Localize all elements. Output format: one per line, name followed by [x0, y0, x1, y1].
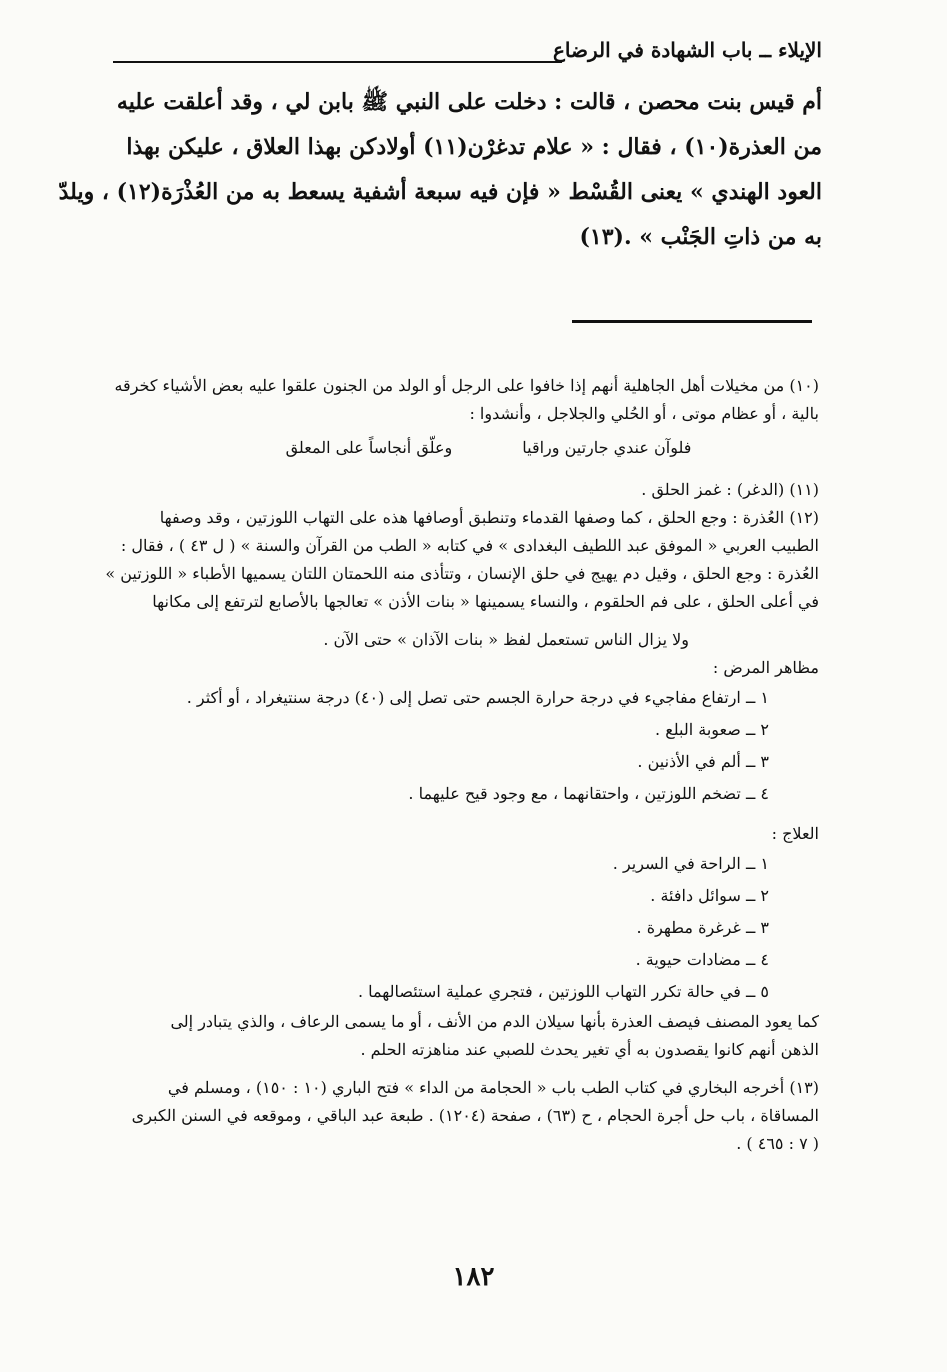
treatment-heading: العلاج :	[771, 824, 819, 843]
footnote-12-line: العُذرة : وجع الحلق ، وقيل دم يهيج في حلق الإنسان ، وتتأذى منه اللحمتان اللتان يسميها الأطباء « اللوزتين »	[105, 564, 819, 583]
footnote-12-line: في أعلى الحلق ، على فم الحلقوم ، والنساء يسمينها « بنات الأذن » تعالجها بالأصابع لترتفع إلى مكانها	[152, 592, 819, 611]
closing-line: الذهن أنهم كانوا يقصدون به أي تغير يحدث للصبي عند مناهزته الحلم .	[360, 1040, 819, 1059]
symptom-item: ٢ ــ صعوبة البلع .	[655, 720, 769, 739]
symptom-item: ٣ ــ ألم في الأذنين .	[637, 752, 769, 771]
footnote-12-line: الطبيب العربي « الموفق عبد اللطيف البغدادى » في كتابه « الطب من القرآن والسنة » ( ل ٤٣ ) ، فقال :	[120, 536, 819, 555]
running-header	[113, 38, 822, 78]
footnote-13-line: ( ٧ : ٤٦٥ ) .	[736, 1134, 819, 1153]
footnote-11: (١١) (الدغر) : غمز الحلق .	[641, 480, 819, 499]
symptoms-heading: مظاهر المرض :	[712, 658, 819, 677]
footnote-10-line: (١٠) من مخيلات أهل الجاهلية أنهم إذا خافوا على الرجل أو الولد من الجنون علقوا عليه بعض الأشياء كخرقه	[114, 376, 819, 395]
symptom-item: ١ ــ ارتفاع مفاجيء في درجة حرارة الجسم حتى تصل إلى (٤٠) درجة سنتيغراد ، أو أكثر .	[186, 688, 769, 707]
treatment-item: ٥ ــ في حالة تكرر التهاب اللوزتين ، فتجري عملية استئصالهما .	[357, 982, 769, 1001]
footnote-separator	[572, 320, 812, 323]
header-rule	[113, 61, 562, 63]
treatment-item: ١ ــ الراحة في السرير .	[612, 854, 769, 873]
footnote-13-line: (١٣) أخرجه البخاري في كتاب الطب باب « الحجامة من الداء » فتح الباري (١٠ : ١٥٠) ، ومسلم في	[167, 1078, 819, 1097]
header-title: الإيلاء ــ باب الشهادة في الرضاع	[552, 38, 822, 62]
treatment-item: ٤ ــ مضادات حيوية .	[635, 950, 769, 969]
footnote-13-line: المساقاة ، باب حل أجرة الحجام ، ح (٦٣) ، صفحة (١٢٠٤) . طبعة عبد الباقي ، وموقعه في السنن الكبرى	[131, 1106, 819, 1125]
verse-first-hemistich: فلوآن عندي جارتين وراقيا	[522, 438, 692, 457]
footnote-12-continuation: ولا يزال الناس تستعمل لفظ « بنات الآذان » حتى الآن .	[323, 630, 689, 649]
body-line: العود الهندي » يعنى القُسْط « فإن فيه سبعة أشفية يسعط به من العُذْرَة(١٢) ، ويلدّ	[58, 179, 822, 205]
hadith-text	[58, 80, 822, 260]
footnote-12-line: (١٢) العُذرة : وجع الحلق ، كما وصفها القدماء وتنطبق أوصافها هذه على التهاب اللوزتين ، وقد وصفها	[159, 508, 819, 527]
page-number: ١٨٢	[452, 1262, 495, 1292]
footnote-10-line: بالية ، أو عظام موتى ، أو الحُلي والجلاجل ، وأنشدوا :	[469, 404, 819, 423]
body-line: به من ذاتِ الجَنْب » .(١٣)	[579, 224, 822, 250]
poetry-verse	[118, 434, 819, 462]
body-line: أم قيس بنت محصن ، قالت : دخلت على النبي ﷺ بابن لي ، وقد أعلقت عليه	[116, 89, 822, 115]
treatment-item: ٢ ــ سوائل دافئة .	[650, 886, 769, 905]
body-line: من العذرة(١٠) ، فقال : « علام تدغرْن(١١) أولادكن بهذا العلاق ، عليكن بهذا	[126, 134, 822, 160]
closing-line: كما يعود المصنف فيصف العذرة بأنها سيلان الدم من الأنف ، أو ما يسمى الرعاف ، والذي يتبادر إلى	[170, 1012, 819, 1031]
verse-second-hemistich: وعلّق أنجاساً على المعلق	[285, 438, 453, 457]
symptom-item: ٤ ــ تضخم اللوزتين ، واحتقانهما ، مع وجود قيح عليهما .	[408, 784, 769, 803]
treatment-item: ٣ ــ غرغرة مطهرة .	[636, 918, 769, 937]
footnotes	[105, 372, 819, 1158]
